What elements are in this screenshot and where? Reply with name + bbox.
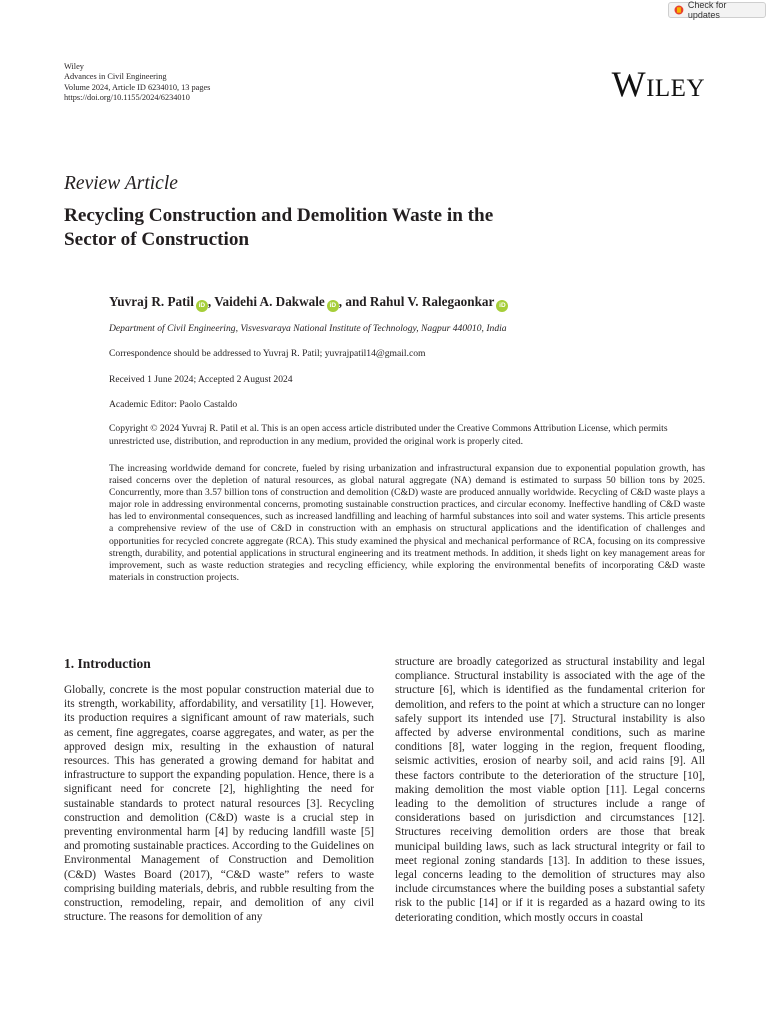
author-separator: , and [338,294,370,309]
author-name: Rahul V. Ralegaonkar [369,294,495,309]
check-for-updates-button[interactable] [668,2,766,18]
publisher-name: Wiley [64,62,84,71]
orcid-icon[interactable]: iD [327,300,339,312]
received-date: Received 1 June 2024; Accepted 2 August 2024 [109,374,293,385]
orcid-icon[interactable]: iD [196,300,208,312]
body-column-left: Globally, concrete is the most popular construction material due to its strength, workability, affordability, and versatility [1]. However, its production requires a significant amount of raw materials, such as cement, fine aggregates, coarse aggregates, and water, as per the approved design mix, resulting in the exhaustion of natural resources. This has generated a growing demand for habitat and infrastructure to support the expanding population. Hence, there is a significant need for concrete [2], highlighting the need for sustainable standards to protect natural resources [3]. Recycling construction and demolition (C&D) waste is a crucial step in preventing environmental harm [4] by reducing landfill waste [5] and promoting sustainable practices. According to the Guidelines on Environmental Management of Construction and Demolition (C&D) Wastes Board (2017), “C&D waste” refers to waste comprising building materials, debris, and rubble resulting from the construction, remodeling, repair, and demolition of any civil structure. The reasons for demolition of any [64,684,374,924]
article-type: Review Article [64,173,178,194]
copyright-notice: Copyright © 2024 Yuvraj R. Patil et al. This is an open access article distributed under the Creative Commons Attribution License, which permits unrestricted use, distribution, and reproduction in any medium, provided the original work is properly cited. [109,423,668,447]
academic-editor: Academic Editor: Paolo Castaldo [109,399,238,410]
abstract: The increasing worldwide demand for concrete, fueled by rising urbanization and infrastructural expansion due to exponential population growth, has raised concerns over the depletion of natural resources, as global natural aggregate (NA) demand is estimated to surpass 50 billion tons by 2025. Concurrently, more than 3.57 billion tons of construction and demolition (C&D) waste are produced annually worldwide. Recycling of C&D waste plays a major role in addressing environmental concerns, promoting sustainable construction practices, and circular economy. Ineffective handling of C&D waste has led to environmental consequences, such as increased landfilling and leaching of harmful substances into soil and water systems. This article presents a comprehensive review of the use of C&D in construction with an emphasis on structural applications and the identification of challenges and opportunities for recycled concrete aggregate (RCA). This study examined the physical and mechanical performance of RCA, focusing on its compressive strength, durability, and potential applications in structural engineering and its treatment methods. In addition, it sheds light on key management areas for improvement, such as waste reduction strategies and recycling efficiency, while exploring the environmental benefits of incorporating C&D waste materials in construction projects. [109,463,705,583]
article-title [64,204,664,252]
check-for-updates-label: Check for updates [687,0,727,20]
crossmark-icon [674,5,684,15]
author-name: Vaidehi A. Dakwale [214,294,325,309]
orcid-icon[interactable]: iD [496,300,508,312]
journal-name: Advances in Civil Engineering [64,72,167,82]
author-name: Yuvraj R. Patil [109,294,194,309]
author-separator: , [207,294,215,309]
article-title-line1: Recycling Construction and Demolition Waste in the [64,205,494,226]
journal-meta [64,62,210,103]
journal-volume: Volume 2024, Article ID 6234010, 13 pages [64,82,211,92]
correspondence: Correspondence should be addressed to Yuvraj R. Patil; yuvrajpatil14@gmail.com [109,348,426,359]
article-title-line2: Sector of Construction [64,229,250,250]
doi-link[interactable]: https://doi.org/10.1155/2024/6234010 [64,92,190,102]
section-heading-introduction: 1. Introduction [64,656,151,671]
author-list [109,293,508,312]
wiley-logo: Wiley [611,64,705,104]
body-column-right: structure are broadly categorized as structural instability and legal compliance. Structural instability is associated with the age of the structure [6], which is identified as the fundamental criterion for demolition, and refers to the point at which a structure can no longer safely support its intended use [7]. Structural instability is also affected by adverse environmental conditions, such as marine conditions [8], water logging in the region, frequent flooding, seismic activities, erosion of nearby soil, and acid rains [9]. All these factors contribute to the deterioration of the structure [10], making demolition the most viable option [11]. Legal concerns leading to the demolition of structures include a range of considerations based on jurisdiction and circumstances [12]. Structures receiving demolition orders are those that break municipal building laws, such as lack structural integrity or fail to meet regional zoning standards [13]. In addition to these issues, legal concerns leading to the demolition of structures may also include circumstances where the building poses a substantial safety risk to the public [14] or if it is regarded as a hazard owing to its deteriorating condition, which mostly occurs in coastal [395,656,705,924]
affiliation: Department of Civil Engineering, Visvesvaraya National Institute of Technology, Nagpur 440010, India [109,323,507,334]
